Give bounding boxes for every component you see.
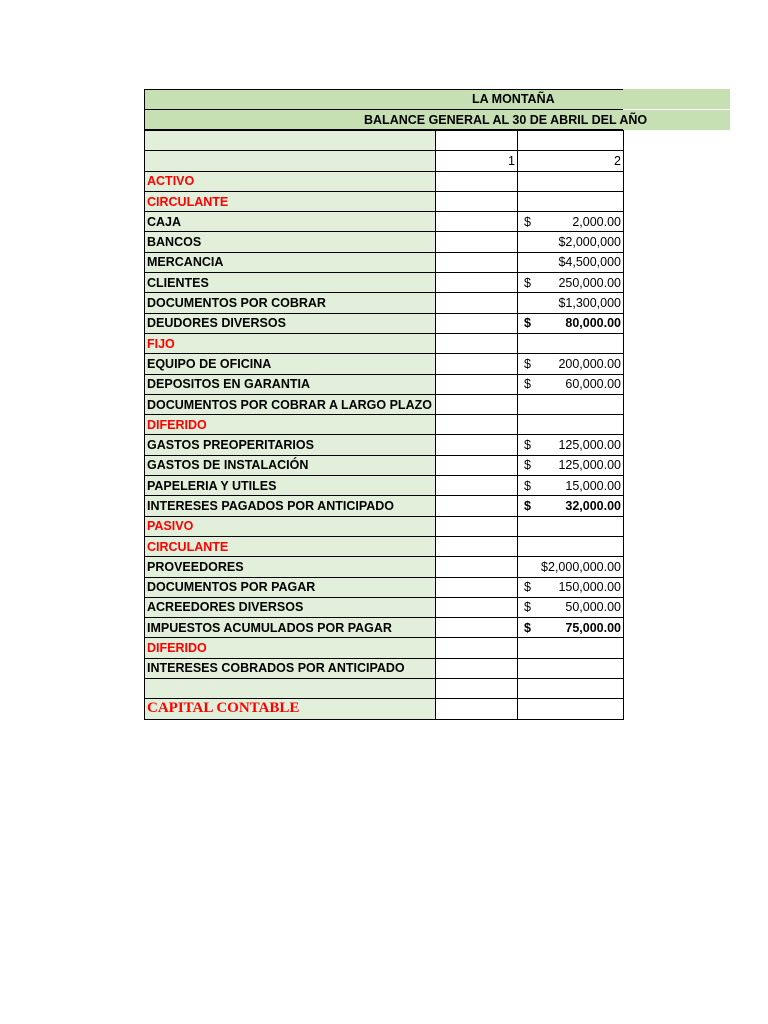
row-label[interactable]: GASTOS PREOPERITARIOS bbox=[145, 435, 436, 455]
row-label[interactable]: INTERESES COBRADOS POR ANTICIPADO bbox=[145, 658, 436, 678]
amount-value: $2,000,000.00 bbox=[541, 559, 621, 574]
column-2-cell[interactable] bbox=[518, 252, 624, 272]
row-label[interactable] bbox=[145, 131, 436, 151]
row-label[interactable] bbox=[145, 679, 436, 699]
table-row bbox=[145, 131, 624, 151]
amount-value: 125,000.00 bbox=[558, 458, 621, 473]
table-row bbox=[145, 679, 624, 699]
amount-value: $2,000,000 bbox=[558, 235, 621, 250]
table-row bbox=[145, 293, 624, 313]
row-label[interactable]: ACREEDORES DIVERSOS bbox=[145, 597, 436, 617]
column-2-cell[interactable] bbox=[518, 496, 624, 516]
table-row bbox=[145, 354, 624, 374]
currency-sign: $ bbox=[524, 377, 531, 392]
amount-value: 80,000.00 bbox=[565, 316, 621, 331]
amount-value: 150,000.00 bbox=[558, 580, 621, 595]
row-label[interactable]: INTERESES PAGADOS POR ANTICIPADO bbox=[145, 496, 436, 516]
row-label[interactable]: DEPOSITOS EN GARANTIA bbox=[145, 374, 436, 394]
column-2-cell[interactable] bbox=[518, 618, 624, 638]
column-2-cell[interactable] bbox=[518, 374, 624, 394]
amount-value: $1,300,000 bbox=[558, 296, 621, 311]
column-2-cell[interactable] bbox=[518, 577, 624, 597]
table-row bbox=[145, 536, 624, 556]
table-row bbox=[145, 577, 624, 597]
column-2-cell[interactable] bbox=[518, 212, 624, 232]
row-label[interactable]: DIFERIDO bbox=[145, 638, 436, 658]
balance-sheet-table bbox=[144, 130, 624, 720]
column-1-cell[interactable] bbox=[436, 536, 518, 556]
amount-value: 50,000.00 bbox=[565, 600, 621, 615]
currency-sign: $ bbox=[524, 498, 531, 513]
table-row bbox=[145, 151, 624, 171]
column-1-cell[interactable]: 1 bbox=[436, 151, 518, 171]
column-1-cell[interactable] bbox=[436, 658, 518, 678]
table-row bbox=[145, 171, 624, 191]
column-2-cell[interactable] bbox=[518, 131, 624, 151]
column-1-cell[interactable] bbox=[436, 638, 518, 658]
table-row bbox=[145, 252, 624, 272]
column-1-cell[interactable] bbox=[436, 333, 518, 353]
table-row bbox=[145, 516, 624, 536]
column-1-cell[interactable] bbox=[436, 131, 518, 151]
column-2-cell[interactable] bbox=[518, 516, 624, 536]
amount-value: 125,000.00 bbox=[558, 438, 621, 453]
column-2-cell[interactable] bbox=[518, 191, 624, 211]
table-row bbox=[145, 212, 624, 232]
row-label[interactable]: CIRCULANTE bbox=[145, 191, 436, 211]
table-row bbox=[145, 699, 624, 719]
column-2-cell[interactable] bbox=[518, 699, 624, 719]
column-1-cell[interactable] bbox=[436, 455, 518, 475]
table-row bbox=[145, 273, 624, 293]
row-label[interactable]: CIRCULANTE bbox=[145, 536, 436, 556]
column-1-cell[interactable] bbox=[436, 476, 518, 496]
row-label[interactable]: DOCUMENTOS POR COBRAR bbox=[145, 293, 436, 313]
column-2-cell[interactable] bbox=[518, 679, 624, 699]
amount-value: 250,000.00 bbox=[558, 275, 621, 290]
currency-sign: $ bbox=[524, 458, 531, 473]
header-divider bbox=[144, 109, 623, 110]
company-name: LA MONTAÑA bbox=[472, 92, 555, 106]
amount-value: $4,500,000 bbox=[558, 255, 621, 270]
table-row bbox=[145, 232, 624, 252]
table-row bbox=[145, 435, 624, 455]
column-1-cell[interactable] bbox=[436, 496, 518, 516]
table-row bbox=[145, 455, 624, 475]
column-1-cell[interactable] bbox=[436, 618, 518, 638]
column-2-cell[interactable] bbox=[518, 476, 624, 496]
column-2-cell[interactable] bbox=[518, 415, 624, 435]
table-row bbox=[145, 333, 624, 353]
column-1-cell[interactable] bbox=[436, 354, 518, 374]
row-label[interactable]: DIFERIDO bbox=[145, 415, 436, 435]
table-row bbox=[145, 557, 624, 577]
row-label[interactable]: CAPITAL CONTABLE bbox=[145, 699, 436, 719]
column-2-cell[interactable] bbox=[518, 171, 624, 191]
table-row bbox=[145, 638, 624, 658]
row-label[interactable]: DOCUMENTOS POR PAGAR bbox=[145, 577, 436, 597]
column-2-header: 2 bbox=[614, 153, 621, 168]
row-label[interactable] bbox=[145, 151, 436, 171]
table-row bbox=[145, 374, 624, 394]
column-1-cell[interactable] bbox=[436, 232, 518, 252]
column-1-cell[interactable] bbox=[436, 374, 518, 394]
column-1-cell[interactable] bbox=[436, 435, 518, 455]
amount-value: 15,000.00 bbox=[565, 478, 621, 493]
column-2-cell[interactable] bbox=[518, 597, 624, 617]
column-2-cell[interactable] bbox=[518, 232, 624, 252]
row-label[interactable]: MERCANCIA bbox=[145, 252, 436, 272]
column-1-cell[interactable] bbox=[436, 415, 518, 435]
row-label[interactable]: PASIVO bbox=[145, 516, 436, 536]
column-1-cell[interactable] bbox=[436, 171, 518, 191]
column-2-cell[interactable] bbox=[518, 354, 624, 374]
table-row bbox=[145, 191, 624, 211]
table-row bbox=[145, 597, 624, 617]
column-1-cell[interactable] bbox=[436, 273, 518, 293]
amount-value: 75,000.00 bbox=[565, 620, 621, 635]
column-2-cell[interactable] bbox=[518, 557, 624, 577]
column-2-cell[interactable] bbox=[518, 455, 624, 475]
row-label[interactable]: GASTOS DE INSTALACIÓN bbox=[145, 455, 436, 475]
row-label[interactable]: CLIENTES bbox=[145, 273, 436, 293]
currency-sign: $ bbox=[524, 275, 531, 290]
column-1-cell[interactable] bbox=[436, 557, 518, 577]
currency-sign: $ bbox=[524, 600, 531, 615]
row-label[interactable]: PROVEEDORES bbox=[145, 557, 436, 577]
column-2-cell[interactable] bbox=[518, 273, 624, 293]
row-label[interactable]: BANCOS bbox=[145, 232, 436, 252]
column-1-cell[interactable] bbox=[436, 252, 518, 272]
amount-value: 2,000.00 bbox=[572, 214, 621, 229]
row-label[interactable]: FIJO bbox=[145, 333, 436, 353]
currency-sign: $ bbox=[524, 580, 531, 595]
row-label[interactable]: DOCUMENTOS POR COBRAR A LARGO PLAZO bbox=[145, 394, 436, 414]
currency-sign: $ bbox=[524, 620, 531, 635]
column-2-cell[interactable] bbox=[518, 151, 624, 171]
row-label[interactable]: IMPUESTOS ACUMULADOS POR PAGAR bbox=[145, 618, 436, 638]
currency-sign: $ bbox=[524, 316, 531, 331]
column-2-cell[interactable] bbox=[518, 313, 624, 333]
column-2-cell[interactable] bbox=[518, 394, 624, 414]
column-2-cell[interactable] bbox=[518, 536, 624, 556]
table-row bbox=[145, 394, 624, 414]
currency-sign: $ bbox=[524, 438, 531, 453]
currency-sign: $ bbox=[524, 214, 531, 229]
table-row bbox=[145, 618, 624, 638]
row-label[interactable]: DEUDORES DIVERSOS bbox=[145, 313, 436, 333]
column-1-cell[interactable] bbox=[436, 212, 518, 232]
currency-sign: $ bbox=[524, 478, 531, 493]
column-1-cell[interactable] bbox=[436, 394, 518, 414]
column-2-cell[interactable] bbox=[518, 333, 624, 353]
column-1-cell[interactable] bbox=[436, 191, 518, 211]
row-label[interactable]: EQUIPO DE OFICINA bbox=[145, 354, 436, 374]
column-1-cell[interactable] bbox=[436, 679, 518, 699]
table-row bbox=[145, 658, 624, 678]
column-2-cell[interactable] bbox=[518, 658, 624, 678]
column-1-cell[interactable] bbox=[436, 699, 518, 719]
column-2-cell[interactable] bbox=[518, 638, 624, 658]
table-row bbox=[145, 313, 624, 333]
table-row bbox=[145, 496, 624, 516]
column-1-cell[interactable] bbox=[436, 597, 518, 617]
column-1-cell[interactable] bbox=[436, 516, 518, 536]
column-2-cell[interactable] bbox=[518, 293, 624, 313]
row-label[interactable]: ACTIVO bbox=[145, 171, 436, 191]
row-label[interactable]: CAJA bbox=[145, 212, 436, 232]
column-1-cell[interactable] bbox=[436, 577, 518, 597]
row-label[interactable]: PAPELERIA Y UTILES bbox=[145, 476, 436, 496]
amount-value: 60,000.00 bbox=[565, 377, 621, 392]
column-1-cell[interactable] bbox=[436, 293, 518, 313]
amount-value: 32,000.00 bbox=[565, 498, 621, 513]
column-1-cell[interactable] bbox=[436, 313, 518, 333]
currency-sign: $ bbox=[524, 356, 531, 371]
table-row bbox=[145, 415, 624, 435]
amount-value: 200,000.00 bbox=[558, 356, 621, 371]
table-row bbox=[145, 476, 624, 496]
report-title: BALANCE GENERAL AL 30 DE ABRIL DEL AÑO bbox=[364, 113, 648, 127]
column-2-cell[interactable] bbox=[518, 435, 624, 455]
